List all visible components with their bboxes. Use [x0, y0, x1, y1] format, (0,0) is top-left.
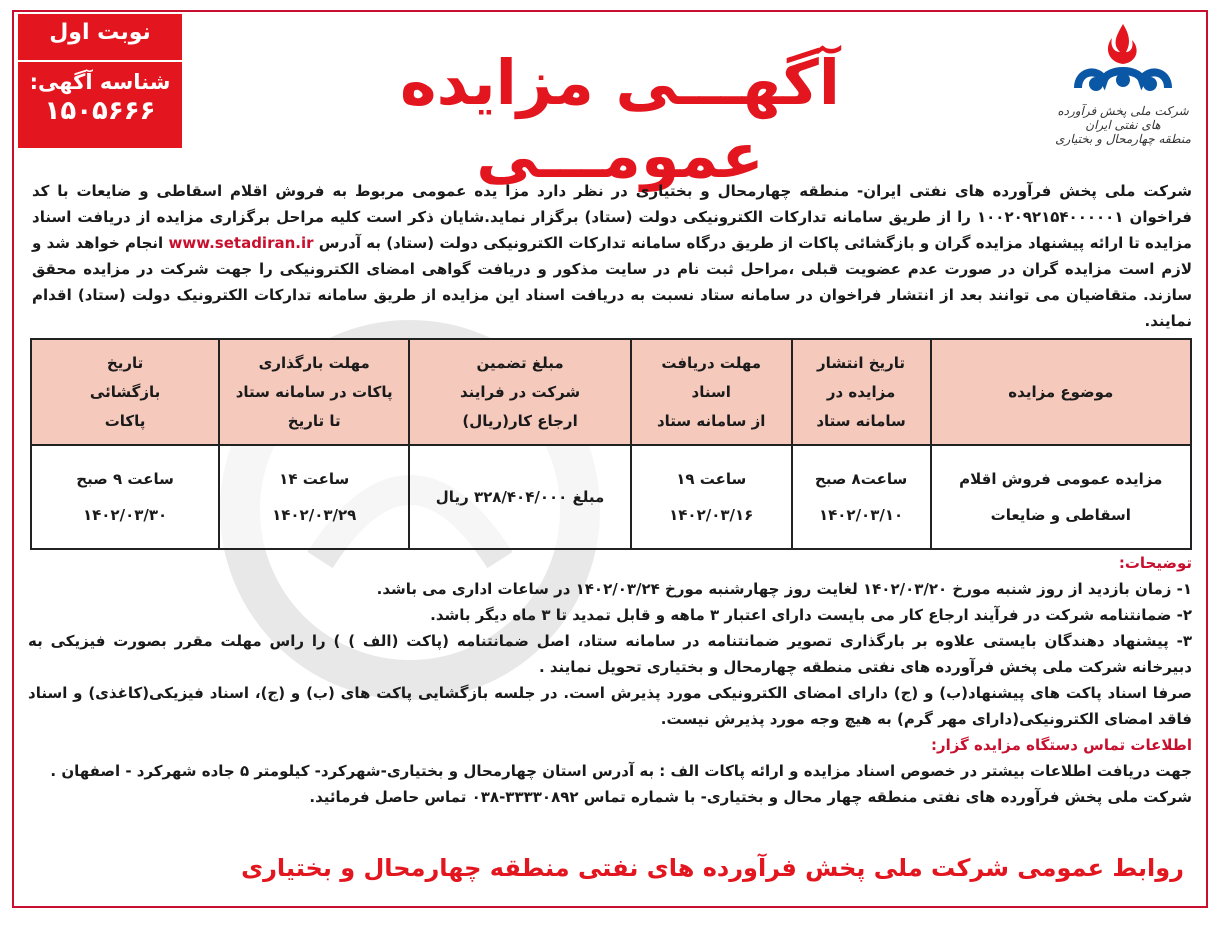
table-header-row — [31, 339, 1191, 445]
auction-table — [30, 338, 1192, 550]
header-guarantee-amount: مبلغ تضمین شرکت در فرایند ارجاع کار(ریال) — [409, 339, 631, 445]
setad-url-link[interactable]: www.setadiran.ir — [168, 234, 314, 252]
cell-guarantee-amount: مبلغ ۳۲۸/۴۰۴/۰۰۰ ریال — [409, 445, 631, 549]
header-upload-deadline: مهلت بارگذاری پاکات در سامانه ستاد تا تاریخ — [219, 339, 409, 445]
note-item: ۳- پیشنهاد دهندگان بایستی علاوه بر بارگذاری تصویر ضمانتنامه در سامانه ستاد، اصل ضمانتنامه (پاکت (الف ) ) را راس مهلت مقرر بصورت فیزیکی به دبیرخانه شرکت ملی پخش فرآورده های نفتی منطقه چهارمحال و بختیاری تحویل نمایند . — [28, 632, 1192, 676]
notice-id-label: شناسه آگهی: — [29, 70, 171, 94]
cell-publish-date: ساعت۸ صبح ۱۴۰۲/۰۳/۱۰ — [792, 445, 931, 549]
header-opening-date: تاریخ بازگشائی پاکات — [31, 339, 219, 445]
notes-heading: توضیحات: — [1118, 554, 1192, 572]
notice-id: ۱۵۰۵۶۶۶ — [44, 96, 156, 126]
logo-company-name: شرکت ملی پخش فرآورده های نفتی ایران — [1057, 104, 1189, 132]
cell-subject: مزایده عمومی فروش اقلام اسقاطی و ضایعات — [931, 445, 1191, 549]
company-logo — [1048, 18, 1198, 168]
header-publish-date: تاریخ انتشار مزایده در سامانه ستاد — [792, 339, 931, 445]
intro-text-2: انجام خواهد شد و لازم است مزایده گران در صورت عدم عضویت قبلی ،مراحل ثبت نام در سایت مذکور و دریافت گواهی امضای الکترونیکی را جهت شرکت در مزایده محقق سازند. متقاضیان می توانند بعد از انتشار فراخوان در سامانه ستاد نسبت به دریافت اسناد این مزایده از طریق سامانه تدارکات الکترونیک دولت (ستاد) اقدام نمایند. — [32, 234, 1192, 330]
header-subject: موضوع مزایده — [931, 339, 1191, 445]
flame-logo-icon — [1068, 18, 1178, 98]
header-document-deadline: مهلت دریافت اسناد از سامانه ستاد — [631, 339, 792, 445]
contact-heading: اطلاعات تماس دستگاه مزایده گزار: — [930, 736, 1192, 754]
public-relations-signature: روابط عمومی شرکت ملی پخش فرآورده های نفتی منطقه چهارمحال و بختیاری — [241, 854, 1184, 882]
cell-document-deadline: ساعت ۱۹ ۱۴۰۲/۰۳/۱۶ — [631, 445, 792, 549]
round-label: نوبت اول — [18, 14, 182, 62]
cell-upload-deadline: ساعت ۱۴ ۱۴۰۲/۰۳/۲۹ — [219, 445, 409, 549]
note-item: ۲- ضمانتنامه شرکت در فرآیند ارجاع کار می بایست دارای اعتبار ۳ ماهه و قابل تمدید تا ۳ ماه دیگر باشد. — [430, 606, 1192, 624]
table-row — [31, 445, 1191, 549]
cell-opening-date: ساعت ۹ صبح ۱۴۰۲/۰۳/۳۰ — [31, 445, 219, 549]
contact-line: جهت دریافت اطلاعات بیشتر در خصوص اسناد مزایده و ارائه پاکات الف : به آدرس استان چهارمحال و بختیاری-شهرکرد- کیلومتر ۵ جاده شهرکرد - اصفهان . — [50, 762, 1192, 780]
notice-badge — [18, 14, 182, 148]
page-title: آگهـــی مزایده عمومـــی — [399, 46, 841, 192]
logo-region-name: منطقه چهارمحال و بختیاری — [1055, 132, 1191, 146]
notes-section — [28, 550, 1192, 810]
note-item: ۱- زمان بازدید از روز شنبه مورخ ۱۴۰۲/۰۳/۲۰ لغایت روز چهارشنبه مورخ ۱۴۰۲/۰۳/۲۴ در ساعات اداری می باشد. — [376, 580, 1192, 598]
contact-line: شرکت ملی پخش فرآورده های نفتی منطقه چهار محال و بختیاری- با شماره تماس ۳۳۳۳۰۸۹۲-۰۳۸ تماس حاصل فرمائید. — [309, 788, 1192, 806]
intro-paragraph — [32, 178, 1192, 334]
intro-text-1: شرکت ملی پخش فرآورده های نفتی ایران- منطقه چهارمحال و بختیاری در نظر دارد مزا یده عمومی مربوط به فروش اقلام اسقاطی و ضایعات با کد فراخوان ۱۰۰۲۰۹۲۱۵۴۰۰۰۰۰۱ را از طریق سامانه تدارکات الکترونیکی دولت (ستاد) برگزار نماید.شایان ذکر است کلیه مراحل برگزاری مزایده از دریافت اسناد مزایده تا ارائه پیشنهاد مزایده گران و بازگشائی پاکات از طریق درگاه سامانه تدارکات الکترونیکی دولت (ستاد) به آدرس — [32, 182, 1192, 252]
note-item: صرفا اسناد پاکت های پیشنهاد(ب) و (ج) دارای امضای الکترونیکی مورد پذیرش است. در جلسه بازگشایی پاکت های (ب) و (ج)، اسناد فیزیکی(کاغذی) و اسناد فاقد امضای الکترونیکی(دارای مهر گرم) به هیچ وجه مورد پذیرش نیست. — [28, 684, 1192, 728]
